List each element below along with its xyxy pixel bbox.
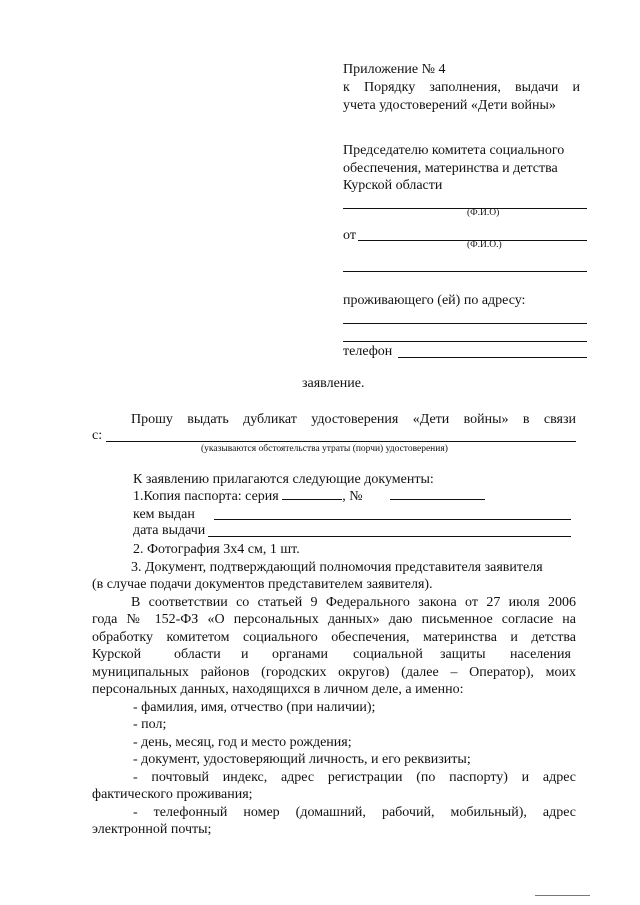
document-title: заявление. bbox=[302, 376, 365, 391]
from-label: от bbox=[343, 228, 356, 243]
consent-naseleniya: населения bbox=[510, 647, 571, 662]
passport-label: 1.Копия паспорта: серия bbox=[133, 489, 283, 504]
data-item-name: - фамилия, имя, отчество (при наличии); bbox=[133, 700, 376, 715]
addressee-line-1: Председателю комитета социального bbox=[343, 143, 565, 158]
footer-mark bbox=[535, 895, 590, 896]
attachments-intro: К заявлению прилагаются следующие документы: bbox=[133, 472, 434, 487]
data-item-phone-2: электронной почты; bbox=[92, 822, 212, 837]
consent-line-3: обработку комитетом социального обеспечения, материнства и детства bbox=[92, 630, 576, 645]
data-item-address-2: фактического проживания; bbox=[92, 787, 253, 802]
appendix-number: Приложение № 4 bbox=[343, 62, 446, 77]
passport-number-field[interactable] bbox=[390, 499, 485, 500]
issued-by-field[interactable] bbox=[214, 519, 571, 520]
fio-caption-2: (Ф.И.О.) bbox=[467, 240, 502, 250]
consent-i: и bbox=[241, 647, 249, 662]
data-item-identity-doc: - документ, удостоверяющий личность, и его реквизиты; bbox=[133, 752, 471, 767]
data-item-phone-1: - телефонный номер (домашний, рабочий, мобильный), адрес bbox=[133, 805, 576, 820]
data-item-birth: - день, месяц, год и место рождения; bbox=[133, 735, 352, 750]
applicant-extra-line[interactable] bbox=[343, 271, 587, 272]
phone-line[interactable] bbox=[398, 357, 587, 358]
consent-zashity: защиты bbox=[440, 647, 486, 662]
addressee-name-line[interactable] bbox=[343, 208, 587, 209]
consent-line-1: В соответствии со статьей 9 Федерального закона от 27 июля 2006 bbox=[131, 595, 576, 610]
appendix-line-3: учета удостоверений «Дети войны» bbox=[343, 98, 556, 113]
consent-socialnoy: социальной bbox=[353, 647, 423, 662]
reason-line[interactable] bbox=[106, 441, 576, 442]
address-line-2[interactable] bbox=[343, 341, 587, 342]
request-text: Прошу выдать дубликат удостоверения «Дети войны» в связи bbox=[131, 412, 576, 427]
data-item-gender: - пол; bbox=[133, 717, 167, 732]
address-line-1[interactable] bbox=[343, 323, 587, 324]
request-reason-prefix: с: bbox=[92, 428, 103, 443]
passport-line bbox=[133, 488, 485, 505]
attachment-photo: 2. Фотография 3х4 см, 1 шт. bbox=[133, 542, 300, 557]
issued-by-label: кем выдан bbox=[133, 507, 195, 522]
addressee-line-2: обеспечения, материнства и детства bbox=[343, 161, 558, 176]
appendix-line-2: к Порядку заполнения, выдачи и bbox=[343, 80, 580, 95]
attachment-proxy-line-1: 3. Документ, подтверждающий полномочия представителя заявителя bbox=[131, 560, 543, 575]
fio-caption-1: (Ф.И.О) bbox=[467, 208, 500, 218]
consent-line-6: персональных данных, находящихся в личном деле, а именно: bbox=[92, 682, 464, 697]
reason-caption: (указываются обстоятельства утраты (порчи) удостоверения) bbox=[201, 444, 448, 454]
consent-oblasti: области bbox=[174, 647, 221, 662]
passport-number-label: , № bbox=[342, 489, 363, 504]
attachment-proxy-line-2: (в случае подачи документов представителем заявителя). bbox=[92, 577, 433, 592]
passport-series-field[interactable] bbox=[282, 499, 342, 500]
consent-organami: органами bbox=[272, 647, 329, 662]
issue-date-field[interactable] bbox=[208, 536, 571, 537]
consent-line-2: года № 152-ФЗ «О персональных данных» даю письменное согласие на bbox=[92, 612, 576, 627]
issue-date-label: дата выдачи bbox=[133, 523, 206, 538]
issued-by-line bbox=[133, 506, 195, 523]
addressee-line-3: Курской области bbox=[343, 178, 443, 193]
phone-label: телефон bbox=[343, 344, 393, 359]
consent-kurskoy: Курской bbox=[92, 647, 142, 662]
data-item-address-1: - почтовый индекс, адрес регистрации (по паспорту) и адрес bbox=[133, 770, 576, 785]
address-label: проживающего (ей) по адресу: bbox=[343, 293, 526, 308]
issue-date-line bbox=[133, 522, 205, 539]
consent-line-5: муниципальных районов (городских округов) (далее – Оператор), моих bbox=[92, 665, 576, 680]
